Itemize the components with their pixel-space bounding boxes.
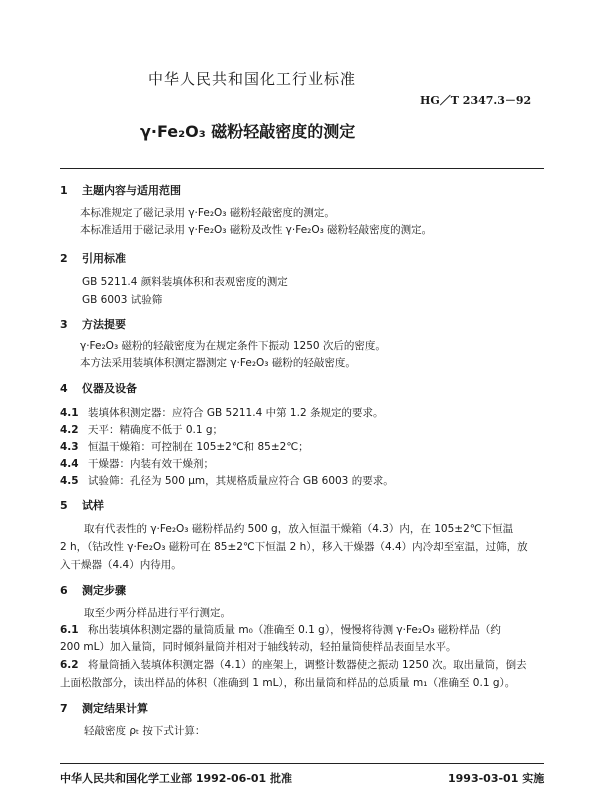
reference-item: GB 6003 试验筛 [82, 294, 163, 306]
list-item [60, 422, 223, 437]
item-number: 6.1 [60, 624, 79, 636]
section-6-heading [60, 582, 126, 598]
paragraph: 本标准适用于磁记录用 γ·Fe₂O₃ 磁粉及改性 γ·Fe₂O₃ 磁粉轻敲密度的测定。 [80, 224, 433, 236]
item-number: 4.2 [60, 424, 79, 436]
item-text: 将量筒插入装填体积测定器（4.1）的座架上，调整计数器使之振动 1250 次。取出量筒，倒去 [88, 659, 527, 671]
section-number: 5 [60, 499, 68, 512]
section-4-heading [60, 380, 137, 396]
list-item [60, 439, 309, 454]
section-number: 2 [60, 252, 68, 265]
section-title: 引用标准 [82, 252, 126, 265]
section-5-heading [60, 497, 104, 513]
section-2-heading [60, 250, 126, 266]
item-number: 4.1 [60, 407, 79, 419]
list-item [60, 657, 527, 672]
item-text: 天平：精确度不低于 0.1 g； [88, 424, 224, 436]
list-item [60, 456, 214, 471]
section-title: 主题内容与适用范围 [82, 184, 181, 197]
section-number: 3 [60, 318, 68, 331]
section-number: 1 [60, 184, 68, 197]
paragraph: 上面松散部分，读出样品的体积（准确到 1 mL），称出量筒和样品的总质量 m₁（准确至 0.1 g）。 [60, 677, 516, 689]
section-number: 6 [60, 584, 68, 597]
implementation-date: 1993-03-01 实施 [448, 772, 545, 785]
standard-org-heading: 中华人民共和国化工行业标准 [148, 70, 357, 88]
item-number: 4.5 [60, 475, 79, 487]
document-title: γ·Fe₂O₃ 磁粉轻敲密度的测定 [140, 122, 356, 141]
footer-divider [60, 763, 544, 764]
section-title: 测定结果计算 [82, 702, 148, 715]
paragraph: 本标准规定了磁记录用 γ·Fe₂O₃ 磁粉轻敲密度的测定。 [80, 207, 335, 219]
header-divider [60, 168, 544, 169]
paragraph: 取至少两分样品进行平行测定。 [84, 607, 231, 619]
item-number: 4.3 [60, 441, 79, 453]
paragraph: 取有代表性的 γ·Fe₂O₃ 磁粉样品约 500 g，放入恒温干燥箱（4.3）内，在 105±2℃下恒温 [84, 523, 514, 535]
reference-item: GB 5211.4 颜料装填体积和表观密度的测定 [82, 276, 288, 288]
paragraph: 入干燥器（4.4）内待用。 [60, 559, 182, 571]
paragraph: γ·Fe₂O₃ 磁粉的轻敲密度为在规定条件下振动 1250 次后的密度。 [80, 340, 386, 352]
item-text: 装填体积测定器：应符合 GB 5211.4 中第 1.2 条规定的要求。 [88, 407, 384, 419]
paragraph: 2 h，（钴改性 γ·Fe₂O₃ 磁粉可在 85±2℃下恒温 2 h），移入干燥器（4.4）内冷却至室温，过筛，放 [60, 541, 528, 553]
item-number: 6.2 [60, 659, 79, 671]
section-number: 7 [60, 702, 68, 715]
item-number: 4.4 [60, 458, 79, 470]
section-1-heading [60, 182, 181, 198]
paragraph: 200 mL）加入量筒，同时倾斜量筒并相对于轴线转动，轻拍量筒使样品表面呈水平。 [60, 641, 457, 653]
item-text: 恒温干燥箱：可控制在 105±2℃和 85±2℃； [88, 441, 309, 453]
section-title: 测定步骤 [82, 584, 126, 597]
standard-code: HG／T 2347.3－92 [420, 94, 532, 107]
paragraph: 轻敲密度 ρₜ 按下式计算： [84, 725, 206, 737]
item-text: 干燥器：内装有效干燥剂； [88, 458, 214, 470]
section-7-heading [60, 700, 148, 716]
section-3-heading [60, 316, 126, 332]
section-title: 仪器及设备 [82, 382, 137, 395]
item-text: 试验筛：孔径为 500 μm，其规格质量应符合 GB 6003 的要求。 [88, 475, 394, 487]
list-item [60, 473, 394, 488]
approval-note: 中华人民共和国化学工业部 1992-06-01 批准 [60, 772, 293, 785]
section-number: 4 [60, 382, 68, 395]
paragraph: 本方法采用装填体积测定器测定 γ·Fe₂O₃ 磁粉的轻敲密度。 [80, 357, 356, 369]
list-item [60, 622, 501, 637]
section-title: 方法提要 [82, 318, 126, 331]
section-title: 试样 [82, 499, 104, 512]
list-item [60, 405, 383, 420]
item-text: 称出装填体积测定器的量筒质量 m₀（准确至 0.1 g），慢慢将待测 γ·Fe₂O₃ 磁粉样品（约 [88, 624, 501, 636]
